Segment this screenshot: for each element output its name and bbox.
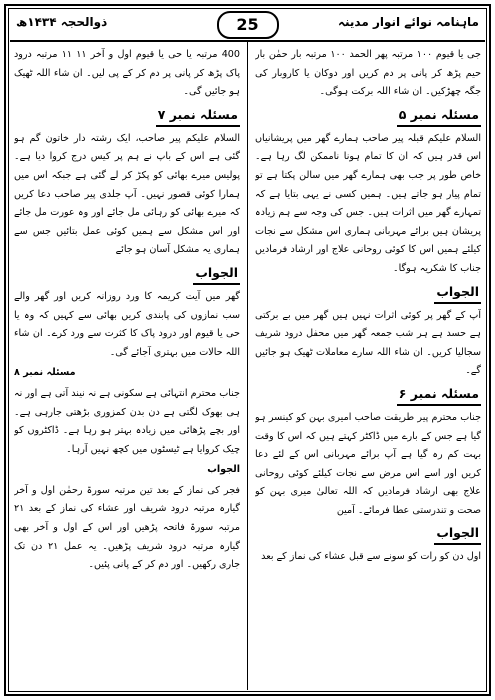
paragraph: جناب محترم انتہائی ہے سکونی ہے نہ نیند آتی ہے اور نہ ہی بھوک لگتی ہے دن بدن کمزوری بڑھتی جارہی ہے۔ اور بچے پڑھائی میں زیادہ بہتر ہو رہا ہے۔ ڈاکٹروں کو چیک کروایا ہے ٹیسٹوں میں کچھ نہیں آرہا۔ bbox=[14, 387, 240, 455]
column-divider bbox=[247, 40, 248, 690]
page-number-badge: 25 bbox=[217, 11, 279, 39]
left-column bbox=[14, 46, 240, 686]
paragraph: جناب محترم پیر طریقت صاحب امیری بہن کو کینسر ہو گیا ہے جس کے بارے میں ڈاکٹر کہتے ہیں کہ اس کا وقت بہت کم رہ گیا ہے آپ برائے مہربانی اس کے لئے دعا کریں اور اسے اس مرض سے نجات کیلئے کوئی روحانی علاج بھی ارشاد فرمادیں کہ اللہ تعالیٰ میری بہن کو صحت و تندرستی عطا فرمائے۔ آمین bbox=[255, 411, 481, 516]
question-number: مسئلہ نمبر ۸ bbox=[14, 367, 76, 379]
paragraph: جی یا قیوم ۱۰۰ مرتبہ پھر الحمد ۱۰۰ مرتبہ بار حمٰن بار حیم پڑھ کر پانی پر دم کریں اور دوکان یا کاروبار کی جگہ چھڑکیں۔ ان شاء اللہ برکت ہوگی۔ bbox=[255, 49, 481, 98]
answer-label: الجواب bbox=[207, 464, 240, 476]
heading-text: مسئلہ نمبر ۵ bbox=[397, 106, 481, 127]
issue-date: ذوالحجہ ۱۴۳۴ھ bbox=[16, 15, 108, 29]
magazine-title: ماہنامہ نوائے انوار مدینہ bbox=[337, 15, 479, 29]
paragraph: آپ کے گھر پر کوئی اثرات نہیں ہیں گھر میں بے برکتی ہے حسد ہے ہر شب جمعہ گھر میں محفل درود شریف سجالیا کریں۔ ان شاء اللہ سارے معاملات ٹھیک ہو جائیں گے۔ bbox=[255, 309, 481, 377]
paragraph: اول دن کو رات کو سونے سے قبل عشاء کی نماز کے بعد bbox=[261, 551, 481, 563]
section-heading bbox=[14, 264, 240, 285]
section-heading bbox=[255, 385, 481, 406]
heading-text: الجواب bbox=[193, 264, 240, 285]
section-heading bbox=[14, 106, 240, 127]
paragraph: فجر کی نماز کے بعد تین مرتبہ سورۃ رحمٰن اول و آخر گیارہ مرتبہ درود شریف اور عشاء کی نماز کے بعد ۲۱ مرتبہ سورۃ فاتحہ پڑھیں اور اس کے اول و آخر بھی گیارہ مرتبہ درود شریف پڑھیں۔ یہ عمل ۲۱ دن تک جاری رکھیں۔ اور دم کر کے پانی پئیں۔ bbox=[14, 484, 240, 571]
heading-text: الجواب bbox=[434, 283, 481, 304]
section-heading bbox=[255, 106, 481, 127]
section-heading bbox=[255, 283, 481, 304]
paragraph: 400 مرتبہ یا حی یا قیوم اول و آخر ۱۱ ۱۱ مرتبہ درود پاک پڑھ کر پانی پر دم کر کے پی لیں۔ ان شاء اللہ ٹھیک ہو جائیں گی۔ bbox=[14, 49, 240, 98]
paragraph: السلام علیکم پیر صاحب، ایک رشتہ دار خاتون گم ہو گئی ہے اس کے باپ نے ہم پر کیس درج کروا دیا ہے۔ پولیس میرے بھائی کو پکڑ کر لے گئی ہے جبکہ اس میں ہمارا کوئی قصور نہیں۔ آپ جلدی پیر صاحب دعا کریں کہ میرے بھائی کو رہائی مل جائے اور وہ عورت مل جائے اور اس مشکل سے ہمیں کوئی عمل بتائیں جس سے ہماری یہ مشکل آسان ہو جائے bbox=[14, 132, 240, 256]
heading-text: مسئلہ نمبر ۷ bbox=[156, 106, 240, 127]
paragraph: السلام علیکم قبلہ پیر صاحب ہمارے گھر میں پریشانیاں اس قدر ہیں کہ ان کا تمام ہونا ناممکن لگ رہا ہے۔ خاص طور پر جب بھی ہمارے گھر میں سالن پکتا ہے تو تمام پیار ہو جاتے ہیں۔ ہمیں کسی نے یہی بتایا ہے کہ تمہارے گھر میں اثرات ہیں۔ جس کی وجہ سے ہم زیادہ پریشان ہیں برائے مہربانی ہماری اس مشکل سے نجات کیلئے ہمیں اس کا کوئی روحانی علاج اور ارشاد فرمادیں جناب کا شکریہ ہوگا۔ bbox=[255, 132, 481, 274]
page-header bbox=[10, 8, 485, 40]
heading-text: الجواب bbox=[434, 524, 481, 545]
right-column bbox=[255, 46, 481, 686]
section-heading bbox=[255, 524, 481, 545]
paragraph: گھر میں آیت کریمہ کا ورد روزانہ کریں اور گھر والے سب نمازوں کی پابندی کریں بھائی سے کہیں کہ وہ یا حی یا قیوم اور درود پاک کا کثرت سے ورد کرے۔ ان شاء اللہ حالات میں بہتری آجائے گی۔ bbox=[14, 290, 240, 358]
heading-text: مسئلہ نمبر ۶ bbox=[397, 385, 481, 406]
